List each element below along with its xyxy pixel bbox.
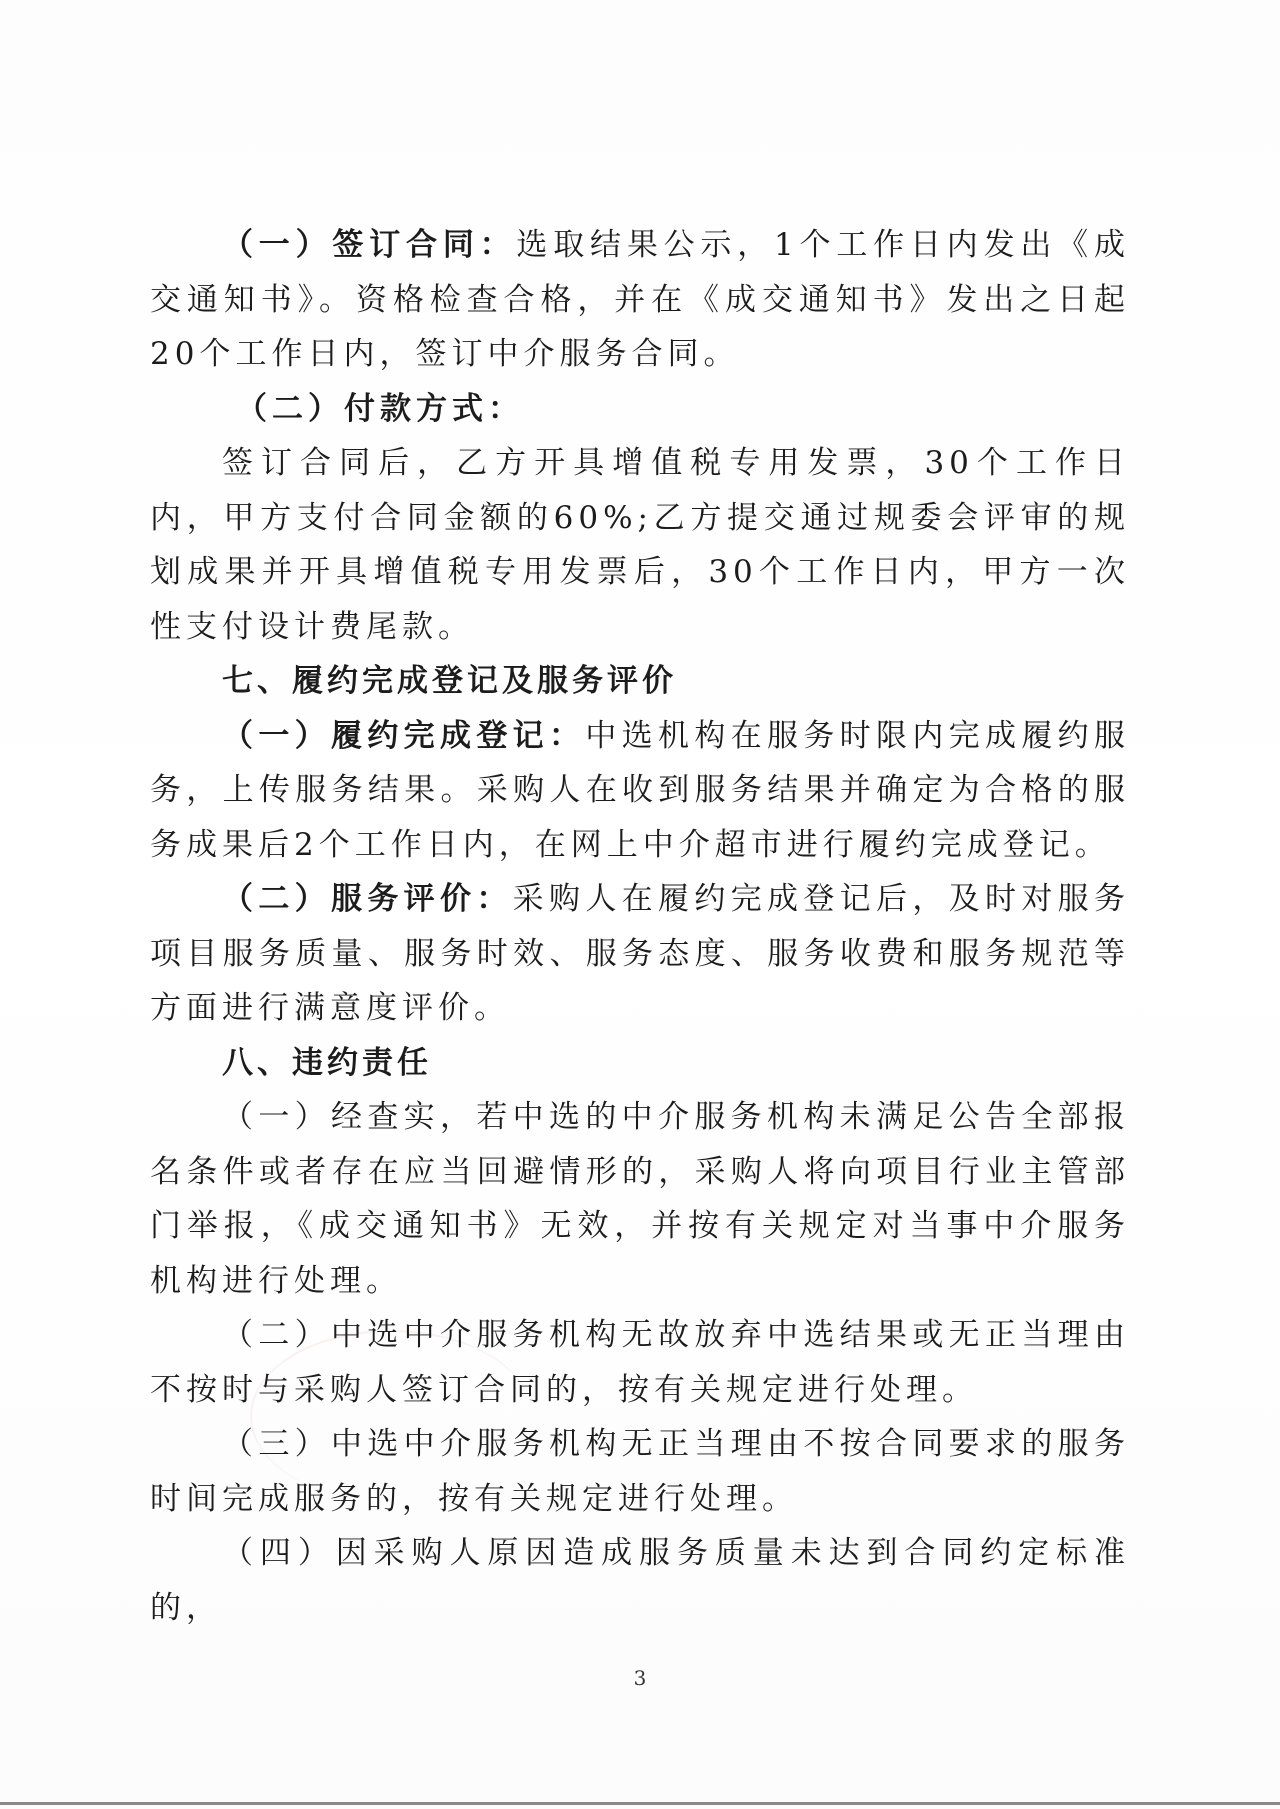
section-8-heading: 八、违约责任 xyxy=(222,1044,432,1081)
paragraph-lead: （一）签订合同： xyxy=(222,227,517,263)
paragraph-text: 签订合同后，乙方开具增值税专用发票，30个工作日内，甲方支付合同金额的60%;乙方提交通过规委会评审的规划成果并开具增值税专用发票后，30个工作日内，甲方一次性支付设计费尾款。 xyxy=(150,445,1130,645)
scan-edge-line xyxy=(0,1802,1280,1805)
paragraph-text: 选取结果公示，1个工作日内发出《成交通知书》。资格检查合格，并在《成交通知书》发出之日起20个工作日内，签订中介服务合同。 xyxy=(150,227,1130,372)
paragraph-lead: （二）服务评价： xyxy=(222,881,513,917)
paragraph-breach-4: （四）因采购人原因造成服务质量未达到合同约定标准的， xyxy=(150,1535,1130,1626)
payment-method-heading: （二）付款方式： xyxy=(236,390,524,427)
paragraph-text: 采购人在履约完成登记后，及时对服务项目服务质量、服务时效、服务态度、服务收费和服务规范等方面进行满意度评价。 xyxy=(150,881,1131,1026)
paragraph-payment xyxy=(150,436,1130,654)
page-number: 3 xyxy=(633,1666,647,1690)
paragraph-completion-registration xyxy=(150,709,1130,873)
paragraph-breach-3: （三）中选中介服务机构无正当理由不按合同要求的服务时间完成服务的，按有关规定进行处理。 xyxy=(150,1426,1130,1517)
paragraph-service-evaluation xyxy=(150,872,1130,1036)
document-body xyxy=(150,218,1130,1635)
paragraph-breach-2: （二）中选中介服务机构无故放弃中选结果或无正当理由不按时与采购人签订合同的，按有关规定进行处理。 xyxy=(150,1317,1130,1408)
paragraph-sign-contract xyxy=(150,218,1130,382)
paragraph-lead: （一）履约完成登记： xyxy=(222,717,586,754)
paragraph-breach-1: （一）经查实，若中选的中介服务机构未满足公告全部报名条件或者存在应当回避情形的，采购人将向项目行业主管部门举报，《成交通知书》无效，并按有关规定对当事中介服务机构进行处理。 xyxy=(150,1099,1130,1299)
section-7-heading: 七、履约完成登记及服务评价 xyxy=(222,663,677,699)
paragraph-text: 中选机构在服务时限内完成履约服务，上传服务结果。采购人在收到服务结果并确定为合格的服务成果后2个工作日内，在网上中介超市进行履约完成登记。 xyxy=(150,717,1131,863)
